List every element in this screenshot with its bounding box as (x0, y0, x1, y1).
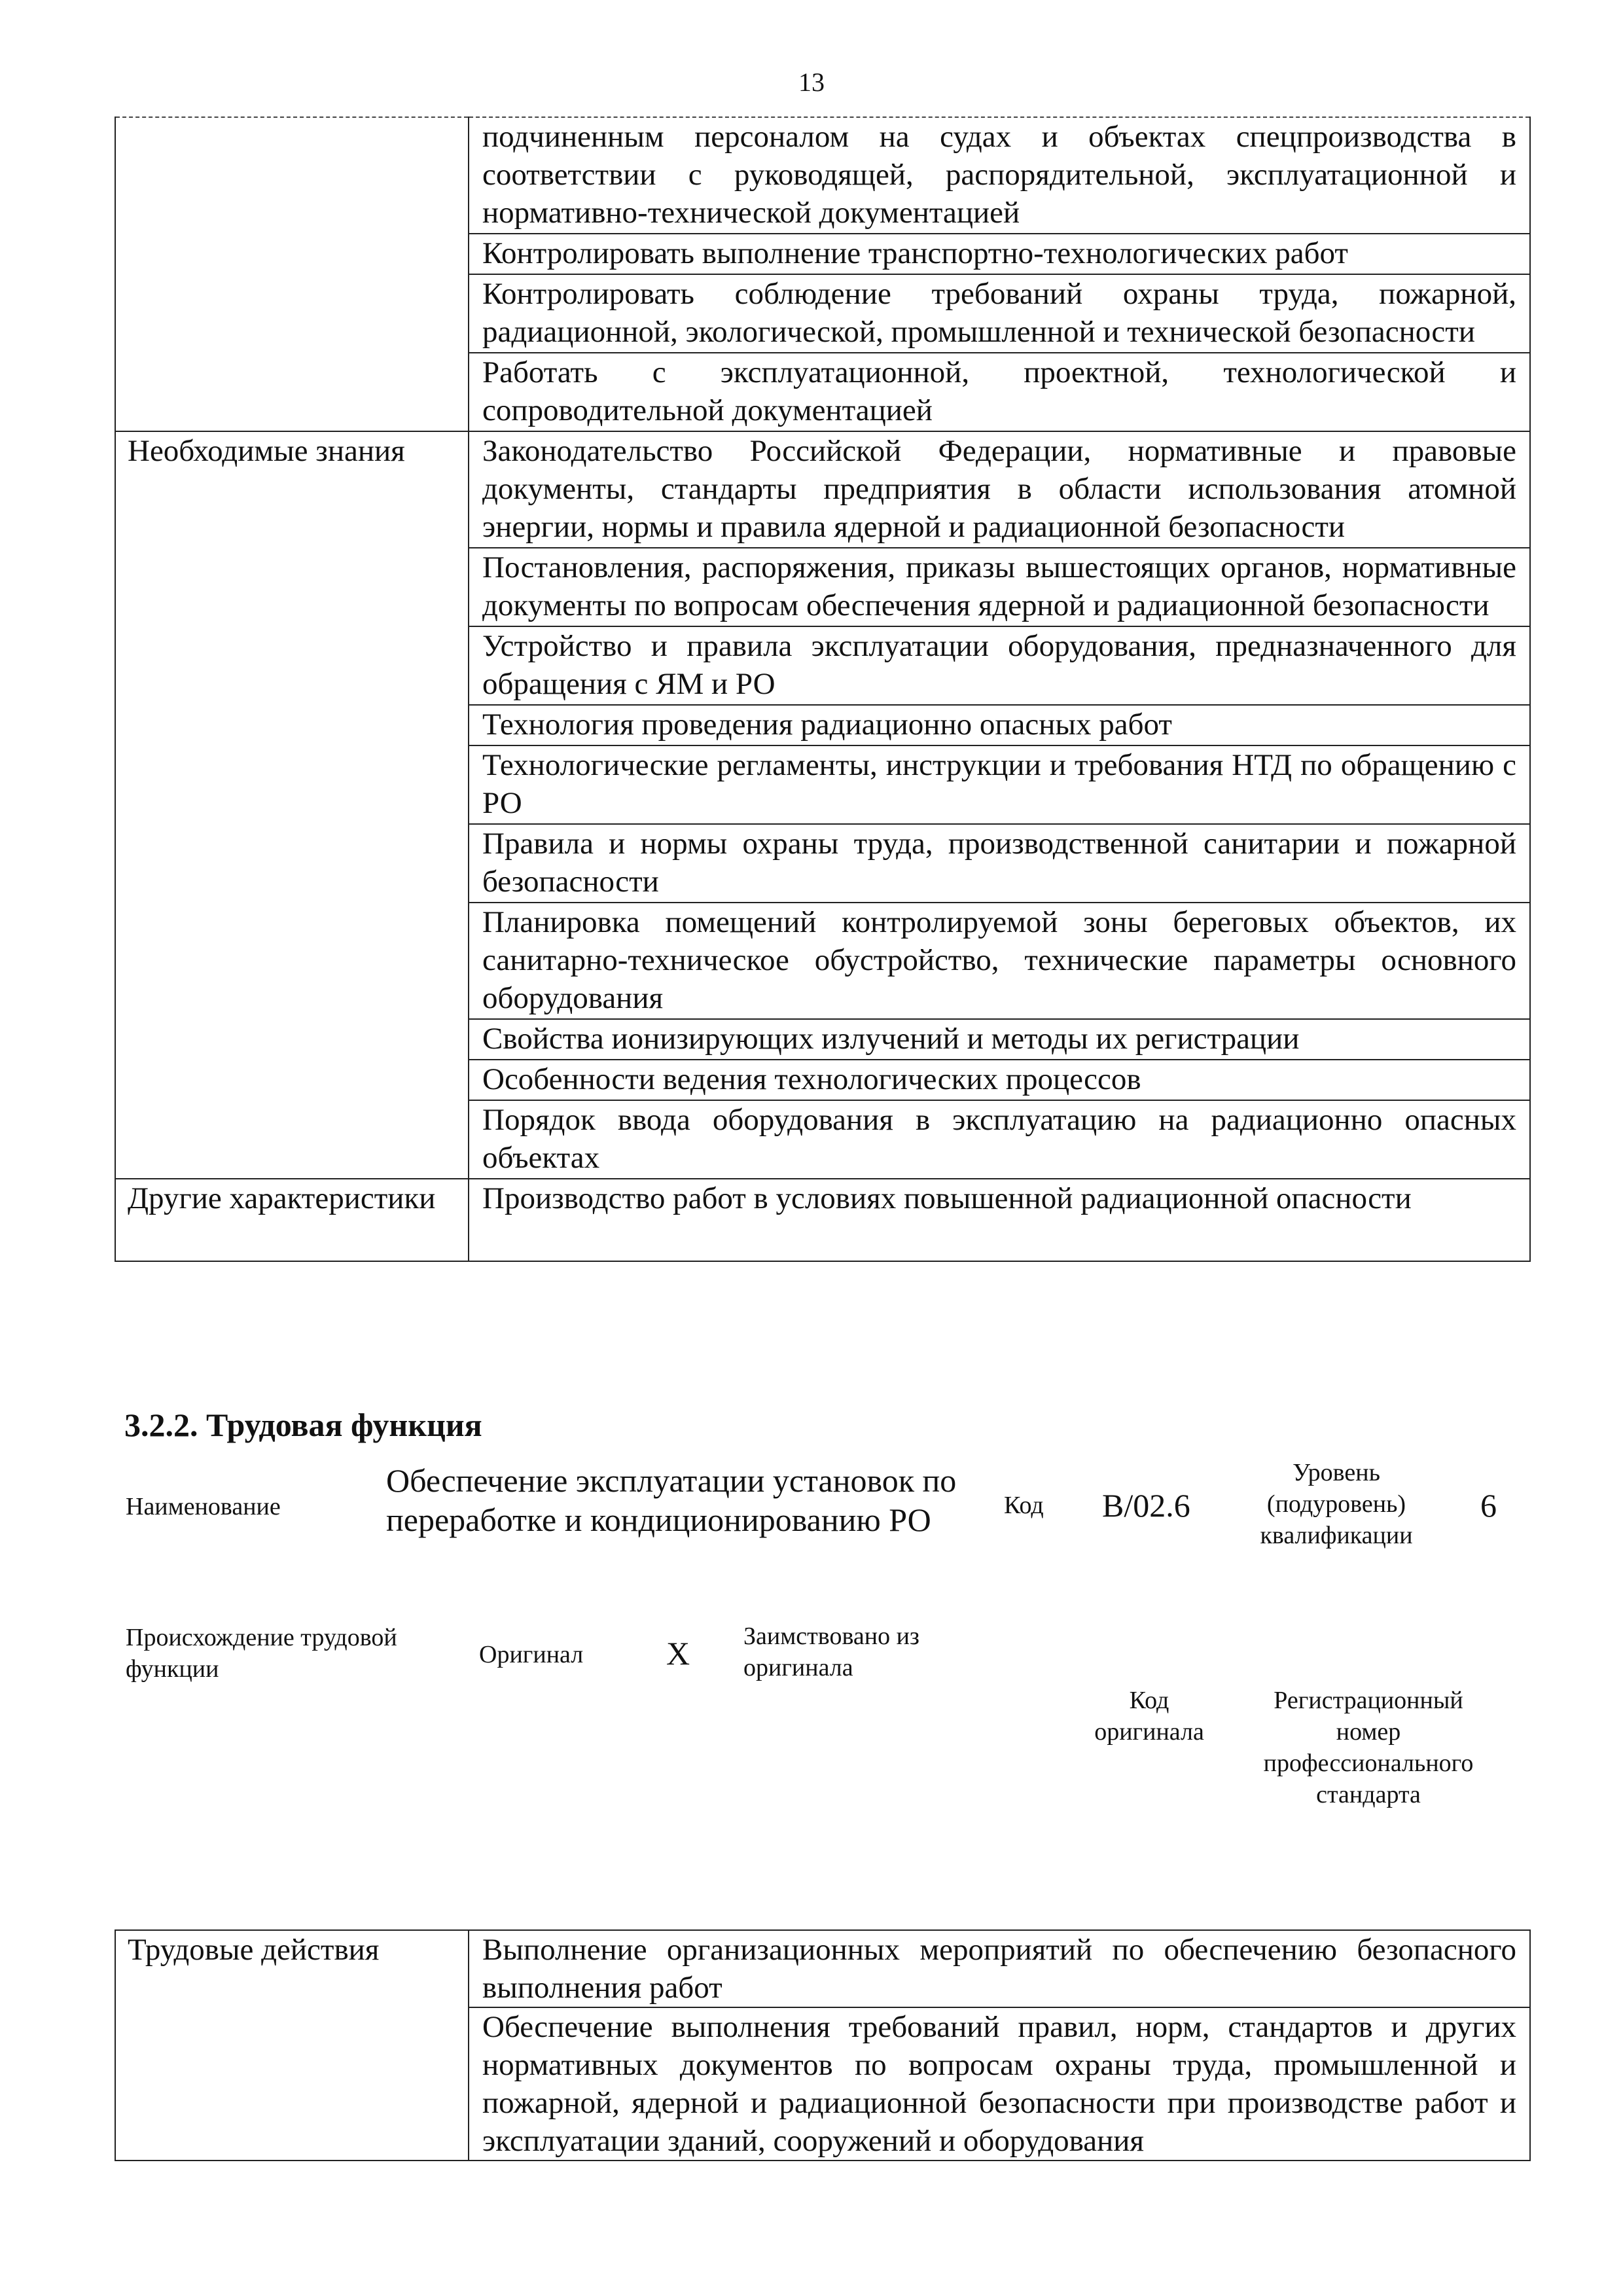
action-item: Обеспечение выполнения требований правил, норм, стандартов и других нормативных документов по вопросам охраны труда, промышленной и пожарной, ядерной и радиационной безопасности при производстве работ и эксплуатации зданий, сооружений и оборудования (469, 2007, 1530, 2161)
original-mark: X (666, 1635, 690, 1672)
page-number: 13 (798, 67, 825, 97)
knowledge-item: Технологические регламенты, инструкции и требования НТД по обращению с РО (469, 745, 1530, 824)
table-row (115, 1179, 1530, 1261)
code-label: Код (1004, 1492, 1044, 1519)
skill-item: Контролировать соблюдение требований охраны труда, пожарной, радиационной, экологической, промышленной и технической безопасности (469, 274, 1530, 353)
table-row (115, 431, 1530, 548)
section-heading: 3.2.2. Трудовая функция (124, 1407, 482, 1443)
knowledge-item: Устройство и правила эксплуатации оборудования, предназначенного для обращения с ЯМ и РО (469, 626, 1530, 705)
other-item: Производство работ в условиях повышенной радиационной опасности (469, 1179, 1530, 1261)
row-label-skills-continued (115, 117, 469, 431)
table-row (115, 117, 1530, 234)
knowledge-item: Порядок ввода оборудования в эксплуатацию на радиационно опасных объектах (469, 1100, 1530, 1179)
skill-item: Работать с эксплуатационной, проектной, технологической и сопроводительной документацией (469, 353, 1530, 431)
registration-number-label: Регистрационный номер профессионального стандарта (1263, 1687, 1474, 1808)
action-item: Выполнение организационных мероприятий по обеспечению безопасного выполнения работ (469, 1930, 1530, 2007)
knowledge-item: Правила и нормы охраны труда, производственной санитарии и пожарной безопасности (469, 824, 1530, 903)
skill-item: подчиненным персоналом на судах и объектах спецпроизводства в соответствии с руководящей, распорядительной, эксплуатационной и нормативно-технической документацией (469, 117, 1530, 234)
borrowed-label: Заимствовано из оригинала (743, 1623, 919, 1681)
name-label: Наименование (126, 1493, 281, 1520)
code-value: B/02.6 (1102, 1487, 1190, 1524)
row-label-knowledge: Необходимые знания (115, 431, 469, 1179)
knowledge-item: Особенности ведения технологических процессов (469, 1060, 1530, 1100)
knowledge-item: Постановления, распоряжения, приказы вышестоящих органов, нормативные документы по вопросам обеспечения ядерной и радиационной безопасности (469, 548, 1530, 626)
knowledge-item: Планировка помещений контролируемой зоны береговых объектов, их санитарно-техническое обустройство, технические параметры основного оборудования (469, 903, 1530, 1019)
level-label: Уровень (подуровень) квалификации (1260, 1459, 1413, 1549)
original-code-label: Код оригинала (1094, 1687, 1204, 1746)
table-row (115, 1930, 1530, 2007)
knowledge-item: Свойства ионизирующих излучений и методы их регистрации (469, 1019, 1530, 1060)
function-name: Обеспечение эксплуатации установок по переработке и кондиционированию РО (386, 1462, 957, 1538)
row-label-actions: Трудовые действия (115, 1930, 469, 2161)
level-value: 6 (1480, 1487, 1497, 1524)
skill-item: Контролировать выполнение транспортно-технологических работ (469, 234, 1530, 274)
origin-label: Происхождение трудовой функции (126, 1624, 397, 1683)
knowledge-item: Законодательство Российской Федерации, нормативные и правовые документы, стандарты предприятия в области использования атомной энергии, нормы и правила ядерной и радиационной безопасности (469, 431, 1530, 548)
knowledge-item: Технология проведения радиационно опасных работ (469, 705, 1530, 745)
skills-knowledge-table (115, 117, 1531, 1262)
labor-actions-table (115, 1929, 1531, 2161)
original-label: Оригинал (479, 1641, 584, 1668)
row-label-other: Другие характеристики (115, 1179, 469, 1261)
